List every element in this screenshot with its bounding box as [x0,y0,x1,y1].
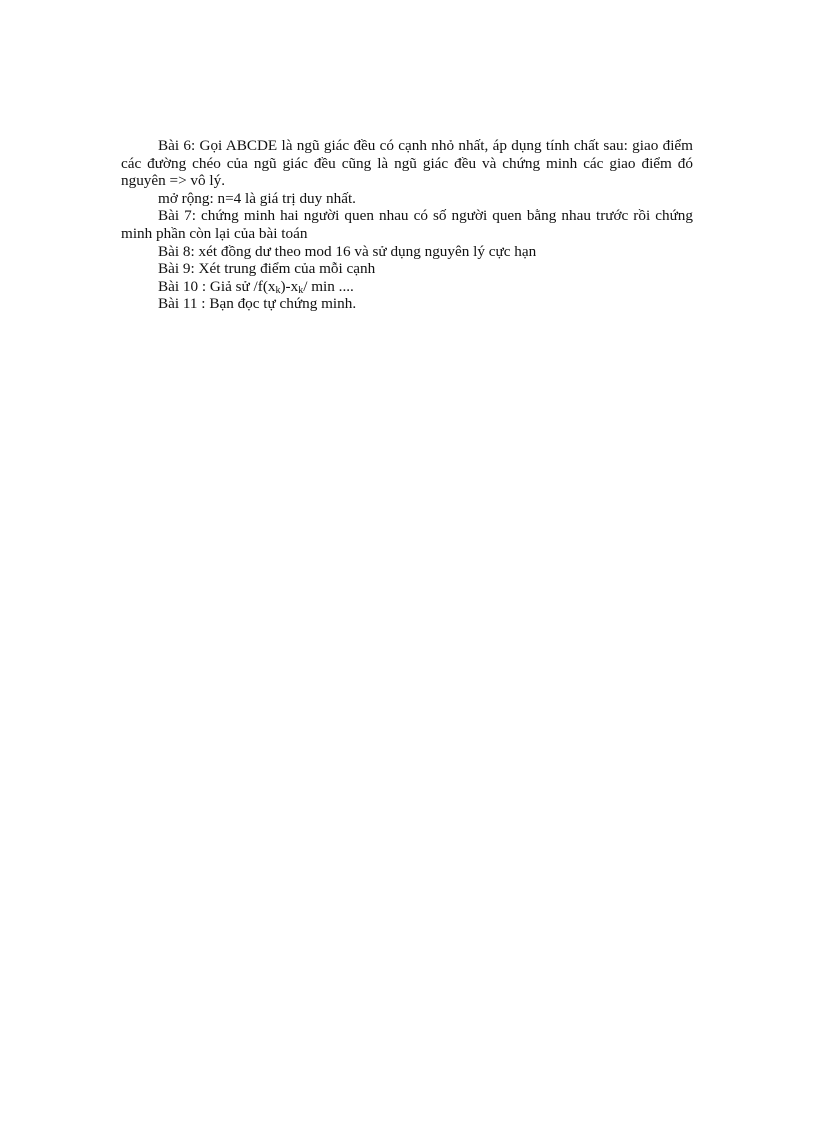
paragraph-bai-9: Bài 9: Xét trung điểm của mỗi cạnh [158,260,376,278]
paragraph-mo-rong: mở rộng: n=4 là giá trị duy nhất. [158,189,356,207]
bai-10-suffix: / min .... [303,277,354,295]
paragraph-bai-11: Bài 11 : Bạn đọc tự chứng minh. [158,295,357,313]
bai-10-middle: )-x [280,277,299,295]
document-body [121,137,693,313]
paragraph-bai-7: Bài 7: chứng minh hai người quen nhau có số người quen bằng nhau trước rồi chứng minh phần còn lại của bài toán [121,207,693,242]
paragraph-bai-6: Bài 6: Gọi ABCDE là ngũ giác đều có cạnh nhỏ nhất, áp dụng tính chất sau: giao điểm các đường chéo của ngũ giác đều cũng là ngũ giác đều và chứng minh các giao điểm đó nguyên => vô lý. [121,137,693,190]
bai-10-subscript-1: k [275,284,281,296]
paragraph-bai-10 [121,278,693,296]
bai-10-subscript-2: k [298,284,304,296]
paragraph-bai-8: Bài 8: xét đồng dư theo mod 16 và sử dụng nguyên lý cực hạn [158,242,537,260]
bai-10-prefix: Bài 10 : Giả sử /f(x [158,277,276,295]
